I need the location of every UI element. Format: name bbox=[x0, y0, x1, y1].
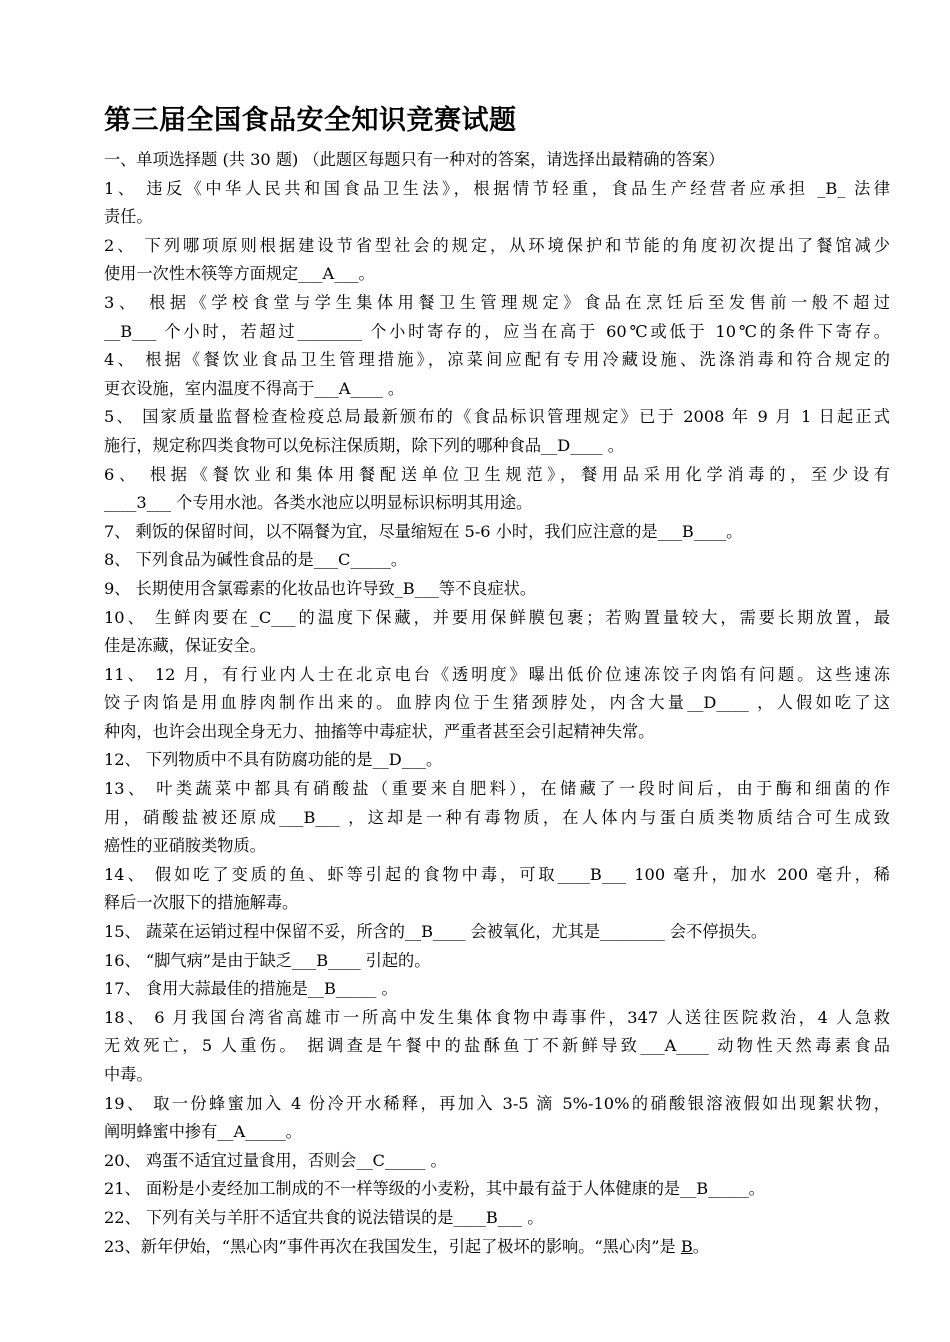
text-line: 施行，规定称四类食物可以免标注保质期，除下列的哪种食品__D____ 。 bbox=[104, 435, 624, 455]
text-line: 无效死亡，5 人重伤。 据调查是午餐中的盐酥鱼丁不新鲜导致___A____ 动物性天然毒素食品 bbox=[104, 1036, 890, 1056]
text-line: 癌性的亚硝胺类物质。 bbox=[104, 836, 266, 856]
text-line: 12、 下列物质中不具有防腐功能的是__D___。 bbox=[104, 750, 443, 770]
text-line: 1、 违反《中华人民共和国食品卫生法》，根据情节轻重，食品生产经营者应承担 _B_ 法律 bbox=[104, 178, 890, 198]
text-line: 5、 国家质量监督检查检疫总局最新颁布的《食品标识管理规定》已于 2008 年 9 月 1 日起正式 bbox=[104, 407, 890, 427]
text-line: 8、 下列食品为碱性食品的是___C_____。 bbox=[104, 550, 408, 570]
text-line: __B___ 个小时，若超过________ 个小时寄存的，应当在高于 60℃或低于 10℃的条件下寄存。 bbox=[104, 321, 890, 341]
text-line: 饺子肉馅是用血脖肉制作出来的。血脖肉位于生猪颈脖处，内含大量__D____ ，人假如吃了这 bbox=[104, 693, 890, 713]
text-line: 责任。 bbox=[104, 207, 153, 227]
text-line: 16、 “脚气病”是由于缺乏___B____ 引起的。 bbox=[104, 950, 431, 970]
text-line: 15、 蔬菜在运销过程中保留不妥，所含的__B____ 会被氧化，尤其是________ 会不停损失。 bbox=[104, 922, 768, 942]
text-line: 一、单项选择题 (共 30 题) （此题区每题只有一种对的答案，请选择出最精确的答案） bbox=[104, 150, 725, 169]
question-list bbox=[104, 146, 890, 1261]
text-line: 21、 面粉是小麦经加工制成的不一样等级的小麦粉，其中最有益于人体健康的是__B_____。 bbox=[104, 1179, 765, 1199]
text-line: 3、 根据《学校食堂与学生集体用餐卫生管理规定》食品在烹饪后至发售前一般不超过 bbox=[104, 292, 890, 312]
text-line: 11、 12 月，有行业内人士在北京电台《透明度》曝出低价位速冻饺子肉馅有问题。这些速冻 bbox=[104, 664, 890, 684]
document-title: 第三届全国食品安全知识竞赛试题 bbox=[104, 105, 517, 136]
answer-text: B bbox=[680, 1236, 693, 1256]
text-line bbox=[104, 1233, 890, 1262]
text-line: 2、 下列哪项原则根据建设节省型社会的规定，从环境保护和节能的角度初次提出了餐馆减少 bbox=[104, 235, 890, 255]
text-line: 18、 6 月我国台湾省高雄市一所高中发生集体食物中毒事件，347 人送往医院救治，4 人急救 bbox=[104, 1007, 890, 1027]
text-line: 更衣设施，室内温度不得高于___A____ 。 bbox=[104, 378, 405, 398]
text-line: 中毒。 bbox=[104, 1065, 153, 1084]
text-line: 阐明蜂蜜中掺有__A_____。 bbox=[104, 1122, 302, 1142]
question-text-end: 。 bbox=[692, 1236, 709, 1256]
text-line: 9、 长期使用含氯霉素的化妆品也许导致_B___等不良症状。 bbox=[104, 578, 537, 598]
text-line: 4、 根据《餐饮业食品卫生管理措施》，凉菜间应配有专用冷藏设施、洗涤消毒和符合规定的 bbox=[104, 350, 890, 370]
text-line: 14、 假如吃了变质的鱼、虾等引起的食物中毒，可取____B___ 100 毫升，加水 200 毫升，稀 bbox=[104, 864, 890, 884]
text-line: 种肉，也许会出现全身无力、抽搐等中毒症状，严重者甚至会引起精神失常。 bbox=[104, 721, 655, 741]
text-line: 10、 生鲜肉要在_C___的温度下保藏，并要用保鲜膜包裹；若购置量较大，需要长期放置，最 bbox=[104, 607, 890, 627]
text-line: 22、 下列有关与羊肝不适宜共食的说法错误的是____B___ 。 bbox=[104, 1207, 544, 1227]
text-line: 佳是冻藏，保证安全。 bbox=[104, 636, 266, 656]
text-line: 20、 鸡蛋不适宜过量食用，否则会__C_____ 。 bbox=[104, 1150, 447, 1170]
text-line: 释后一次服下的措施解毒。 bbox=[104, 893, 299, 913]
question-text: 23、新年伊始，“黑心肉”事件再次在我国发生，引起了极坏的影响。“黑心肉”是 bbox=[104, 1236, 681, 1256]
text-line: ____3___ 个专用水池。各类水池应以明显标识标明其用途。 bbox=[104, 493, 533, 513]
text-line: 19、 取一份蜂蜜加入 4 份冷开水稀释，再加入 3-5 滴 5%-10%的硝酸银溶液假如出现絮状物， bbox=[104, 1093, 890, 1113]
text-line: 17、 食用大蒜最佳的措施是__B_____ 。 bbox=[104, 979, 398, 999]
text-line: 6、 根据《餐饮业和集体用餐配送单位卫生规范》，餐用品采用化学消毒的，至少设有 bbox=[104, 464, 890, 484]
text-line: 7、 剩饭的保留时间，以不隔餐为宜，尽量缩短在 5-6 小时，我们应注意的是___B____。 bbox=[104, 521, 743, 541]
text-line: 使用一次性木筷等方面规定___A___。 bbox=[104, 264, 375, 284]
text-line: 13、 叶类蔬菜中都具有硝酸盐（重要来自肥料），在储藏了一段时间后，由于酶和细菌的作 bbox=[104, 779, 890, 799]
text-line: 用，硝酸盐被还原成___B___ ，这却是一种有毒物质，在人体内与蛋白质类物质结合可生成致 bbox=[104, 807, 890, 827]
